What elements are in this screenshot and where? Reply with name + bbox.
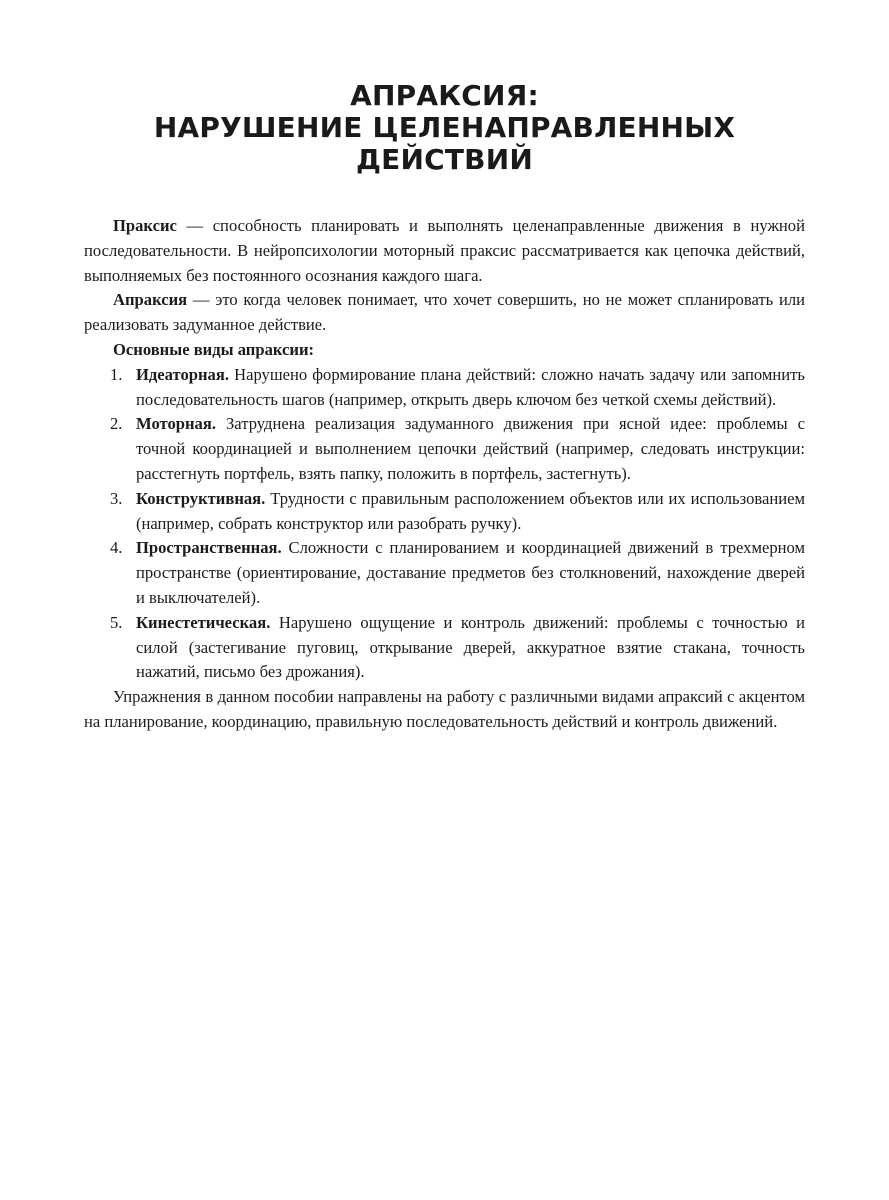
list-item-term: Кинестетическая.: [136, 612, 271, 632]
list-item-number: 5.: [110, 612, 123, 632]
list-item-number: 1.: [110, 364, 123, 384]
conclusion-paragraph: Упражнения в данном пособии направлены на работу с различными видами апраксий с акцентом на планирование, координацию, правильную последовательность действий и контроль движений.: [84, 687, 805, 731]
list-item-term: Конструктивная.: [136, 488, 266, 508]
list-item-ideational: [84, 363, 805, 413]
title-line-2: НАРУШЕНИЕ ЦЕЛЕНАПРАВЛЕННЫХ: [153, 111, 736, 144]
list-item-term: Моторная.: [136, 414, 216, 434]
list-item-spatial: [84, 536, 805, 610]
apraxia-term: Апраксия: [113, 290, 188, 310]
body-text: [84, 214, 805, 735]
list-item-term: Пространственная.: [136, 538, 282, 558]
praxis-definition: — способность планировать и выполнять целенаправленные движения в нужной последовательности. В нейропсихологии моторный праксис рассматривается как цепочка действий, выполняемых без постоянного осознания каждого шага.: [84, 216, 805, 285]
list-item-text: Трудности с правильным расположением объектов или их использованием (например, собрать конструктор или разобрать ручку).: [136, 488, 805, 533]
list-item-text: Сложности с планированием и координацией движений в трехмерном пространстве (ориентирование, доставание предметов без столкновений, нахождение дверей и выключателей).: [136, 538, 805, 607]
praxis-paragraph: [84, 214, 805, 288]
title-line-1: АПРАКСИЯ:: [350, 79, 539, 112]
apraxia-paragraph: [84, 288, 805, 338]
types-heading: Основные виды апраксии:: [113, 339, 315, 359]
list-item-motor: [84, 412, 805, 486]
praxis-term: Праксис: [113, 216, 177, 235]
list-item-number: 3.: [110, 488, 123, 508]
list-item-kinesthetic: [84, 611, 805, 685]
list-item-text: Нарушено ощущение и контроль движений: проблемы с точностью и силой (застегивание пуговиц, открывание дверей, аккуратное взятие стакана, точность нажатий, письмо без дрожания).: [136, 612, 805, 682]
list-item-text: Затруднена реализация задуманного движения при ясной идее: проблемы с точной координацией и выполнением цепочки действий (например, следовать инструкции: расстегнуть портфель, взять папку, положить в портфель, застегнуть).: [136, 414, 805, 483]
list-item-number: 4.: [110, 538, 123, 558]
page-title: [84, 80, 805, 176]
apraxia-types-list: [84, 363, 805, 685]
list-item-term: Идеаторная.: [136, 364, 229, 384]
list-item-text: Нарушено формирование плана действий: сложно начать задачу или запомнить последовательность шагов (например, открыть дверь ключом без четкой схемы действий).: [136, 364, 805, 409]
list-item-constructive: [84, 487, 805, 537]
list-item-number: 2.: [110, 414, 123, 434]
title-line-3: ДЕЙСТВИЙ: [356, 143, 533, 176]
apraxia-definition: — это когда человек понимает, что хочет совершить, но не может спланировать или реализовать задуманное действие.: [84, 290, 805, 335]
